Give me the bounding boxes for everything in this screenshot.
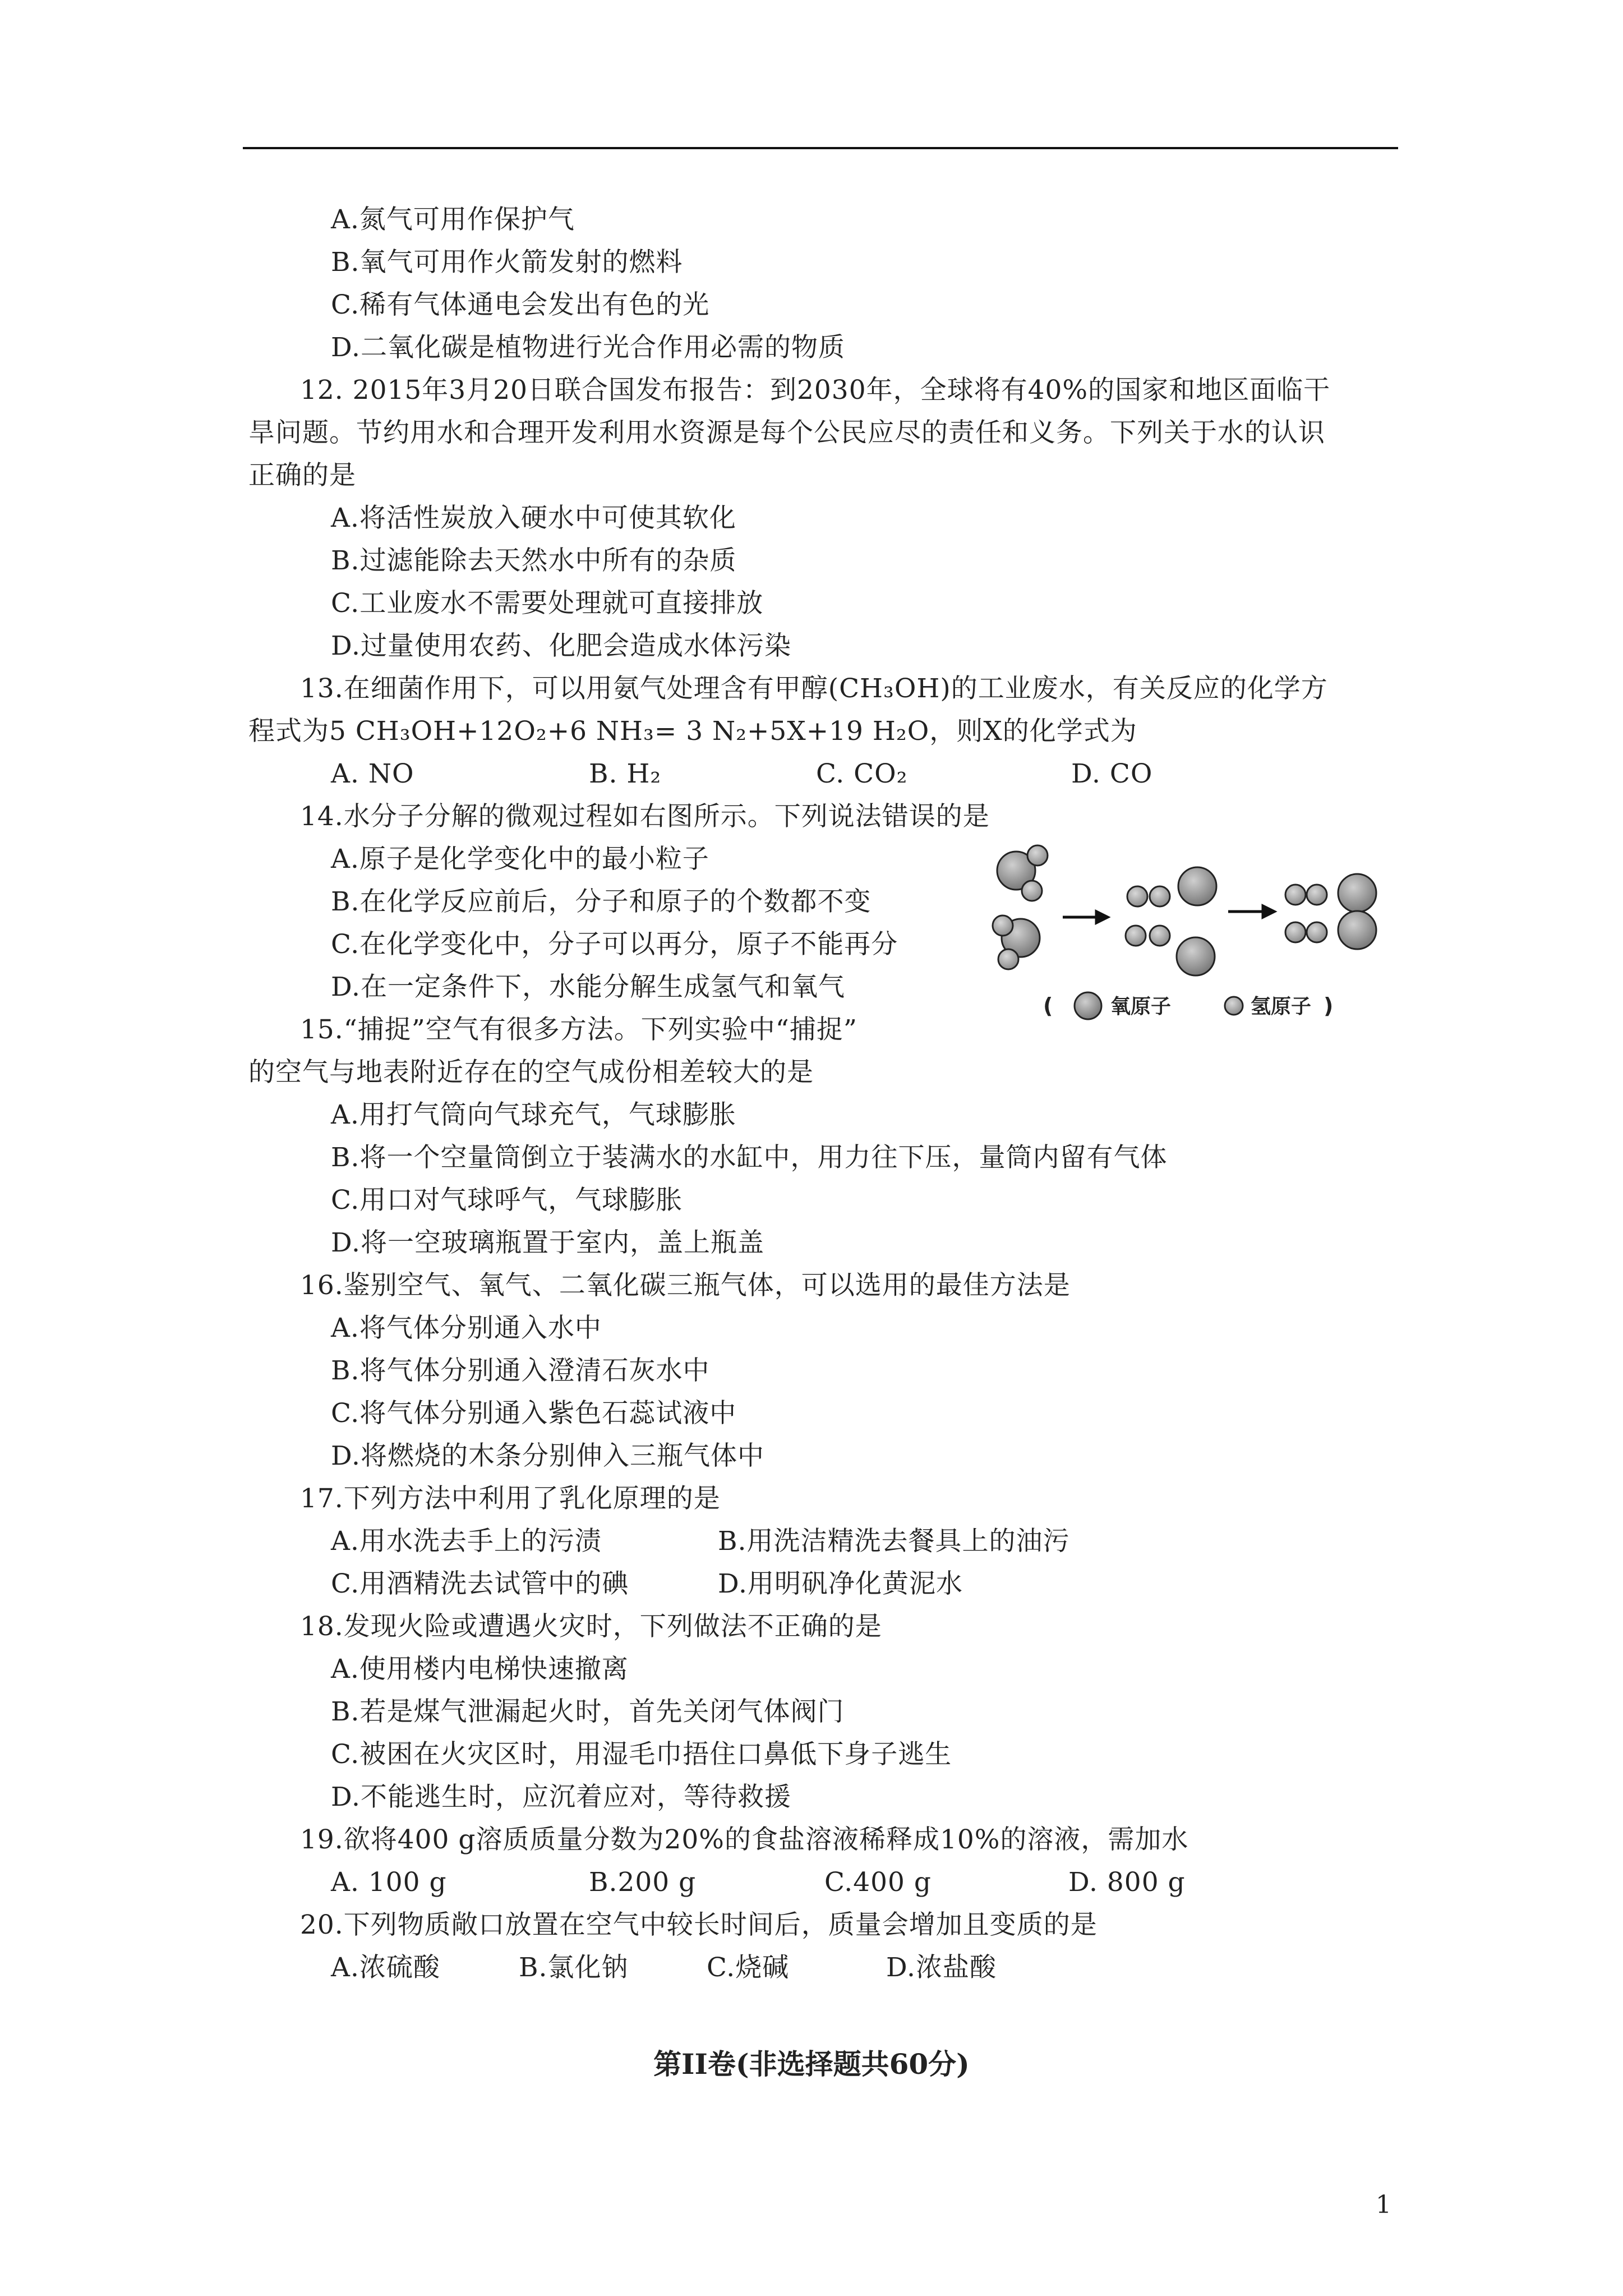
q13-option-d: D. CO xyxy=(1071,758,1153,789)
q20-option-c: C.烧碱 xyxy=(707,1952,790,1983)
q11-option-d: D.二氧化碳是植物进行光合作用必需的物质 xyxy=(331,332,845,363)
q11-option-c: C.稀有气体通电会发出有色的光 xyxy=(331,289,710,320)
hydrogen-atom xyxy=(998,949,1018,969)
q14-option-c: C.在化学变化中，分子可以再分，原子不能再分 xyxy=(331,929,898,960)
legend-open-paren: ( xyxy=(1043,993,1053,1018)
section-title: 第II卷(非选择题共60分) xyxy=(653,2047,970,2081)
header-rule xyxy=(243,147,1398,149)
oxygen-atom xyxy=(1338,874,1376,912)
q15-option-c: C.用口对气球呼气，气球膨胀 xyxy=(331,1185,683,1216)
legend-close-paren: ) xyxy=(1324,993,1334,1018)
q15-option-b: B.将一个空量筒倒立于装满水的水缸中，用力往下压，量筒内留有气体 xyxy=(331,1142,1168,1173)
q16-option-d: D.将燃烧的木条分别伸入三瓶气体中 xyxy=(331,1441,764,1471)
q19-option-c: C.400 g xyxy=(824,1867,932,1898)
q14-option-d: D.在一定条件下，水能分解生成氢气和氧气 xyxy=(331,972,845,1002)
q13-stem-line1: 13.在细菌作用下，可以用氨气处理含有甲醇(CH₃OH)的工业废水，有关反应的化学方 xyxy=(300,673,1328,704)
q13-option-b: B. H₂ xyxy=(589,758,662,789)
hydrogen-atom xyxy=(1126,926,1146,946)
legend-hydrogen-label: 氢原子 xyxy=(1251,995,1312,1018)
q12-option-c: C.工业废水不需要处理就可直接排放 xyxy=(331,588,764,619)
q15-option-d: D.将一空玻璃瓶置于室内，盖上瓶盖 xyxy=(331,1227,764,1258)
q19-option-b: B.200 g xyxy=(589,1867,697,1898)
q16-option-c: C.将气体分别通入紫色石蕊试液中 xyxy=(331,1398,737,1429)
hydrogen-atom xyxy=(1150,926,1170,946)
q20-option-b: B.氯化钠 xyxy=(519,1952,629,1983)
q18-option-c: C.被困在火灾区时，用湿毛巾捂住口鼻低下身子逃生 xyxy=(331,1739,952,1770)
q17-option-a: A.用水洗去手上的污渍 xyxy=(331,1526,602,1557)
q20-option-a: A.浓硫酸 xyxy=(331,1952,440,1983)
q12-option-d: D.过量使用农药、化肥会造成水体污染 xyxy=(331,631,791,661)
q11-option-b: B.氧气可用作火箭发射的燃料 xyxy=(331,247,683,278)
hydrogen-atom xyxy=(1022,881,1042,901)
q12-stem-line3: 正确的是 xyxy=(248,460,356,491)
q13-stem-line2: 程式为5 CH₃OH+12O₂+6 NH₃= 3 N₂+5X+19 H₂O，则X的化学式为 xyxy=(248,716,1137,747)
q15-option-a: A.用打气筒向气球充气，气球膨胀 xyxy=(331,1099,736,1130)
q16-option-b: B.将气体分别通入澄清石灰水中 xyxy=(331,1355,710,1386)
q18-option-b: B.若是煤气泄漏起火时，首先关闭气体阀门 xyxy=(331,1696,845,1727)
q18-option-d: D.不能逃生时，应沉着应对，等待救援 xyxy=(331,1782,791,1812)
q19-option-d: D. 800 g xyxy=(1068,1867,1186,1898)
legend-oxygen-label: 氧原子 xyxy=(1110,995,1172,1018)
q16-option-a: A.将气体分别通入水中 xyxy=(331,1313,602,1343)
q15-stem-line2: 的空气与地表附近存在的空气成份相差较大的是 xyxy=(248,1057,814,1088)
q13-option-a: A. NO xyxy=(331,758,414,789)
q17-stem: 17.下列方法中利用了乳化原理的是 xyxy=(300,1483,721,1514)
oxygen-atom xyxy=(1178,867,1216,905)
q17-option-d: D.用明矾净化黄泥水 xyxy=(718,1568,963,1599)
q14-option-b: B.在化学反应前后，分子和原子的个数都不变 xyxy=(331,886,872,917)
water-decomposition-figure xyxy=(987,841,1391,1032)
q19-stem: 19.欲将400 g溶质质量分数为20%的食盐溶液稀释成10%的溶液，需加水 xyxy=(300,1824,1189,1855)
oxygen-atom xyxy=(1177,937,1215,976)
q12-stem-line2: 旱问题。节约用水和合理开发利用水资源是每个公民应尽的责任和义务。下列关于水的认识 xyxy=(248,417,1325,448)
q18-stem: 18.发现火险或遭遇火灾时，下列做法不正确的是 xyxy=(300,1611,882,1642)
hydrogen-atom xyxy=(993,915,1013,936)
legend-hydrogen-swatch xyxy=(1225,997,1243,1015)
hydrogen-atom xyxy=(1307,922,1327,942)
q13-option-c: C. CO₂ xyxy=(816,758,908,789)
q20-option-d: D.浓盐酸 xyxy=(886,1952,997,1983)
q12-option-a: A.将活性炭放入硬水中可使其软化 xyxy=(331,503,736,533)
hydrogen-atom xyxy=(1027,845,1048,866)
hydrogen-atom xyxy=(1127,886,1147,907)
q17-option-c: C.用酒精洗去试管中的碘 xyxy=(331,1568,629,1599)
hydrogen-atom xyxy=(1307,885,1327,905)
q16-stem: 16.鉴别空气、氧气、二氧化碳三瓶气体，可以选用的最佳方法是 xyxy=(300,1270,1071,1301)
legend-oxygen-swatch xyxy=(1075,992,1101,1019)
q14-option-a: A.原子是化学变化中的最小粒子 xyxy=(331,844,709,875)
q18-option-a: A.使用楼内电梯快速撤离 xyxy=(331,1654,629,1685)
q12-stem-line1: 12. 2015年3月20日联合国发布报告：到2030年，全球将有40%的国家和地区面临干 xyxy=(300,375,1331,406)
hydrogen-atom xyxy=(1150,886,1170,907)
q15-stem-line1: 15.“捕捉”空气有很多方法。下列实验中“捕捉” xyxy=(300,1014,857,1045)
q20-stem: 20.下列物质敞口放置在空气中较长时间后，质量会增加且变质的是 xyxy=(300,1910,1098,1940)
q14-stem: 14.水分子分解的微观过程如右图所示。下列说法错误的是 xyxy=(300,801,990,832)
q11-option-a: A.氮气可用作保护气 xyxy=(331,204,575,235)
q17-option-b: B.用洗洁精洗去餐具上的油污 xyxy=(718,1526,1070,1557)
q19-option-a: A. 100 g xyxy=(331,1867,447,1898)
oxygen-atom xyxy=(1338,911,1376,949)
hydrogen-atom xyxy=(1285,922,1306,942)
q12-option-b: B.过滤能除去天然水中所有的杂质 xyxy=(331,545,737,576)
hydrogen-atom xyxy=(1285,885,1306,905)
page-number: 1 xyxy=(1376,2191,1391,2219)
